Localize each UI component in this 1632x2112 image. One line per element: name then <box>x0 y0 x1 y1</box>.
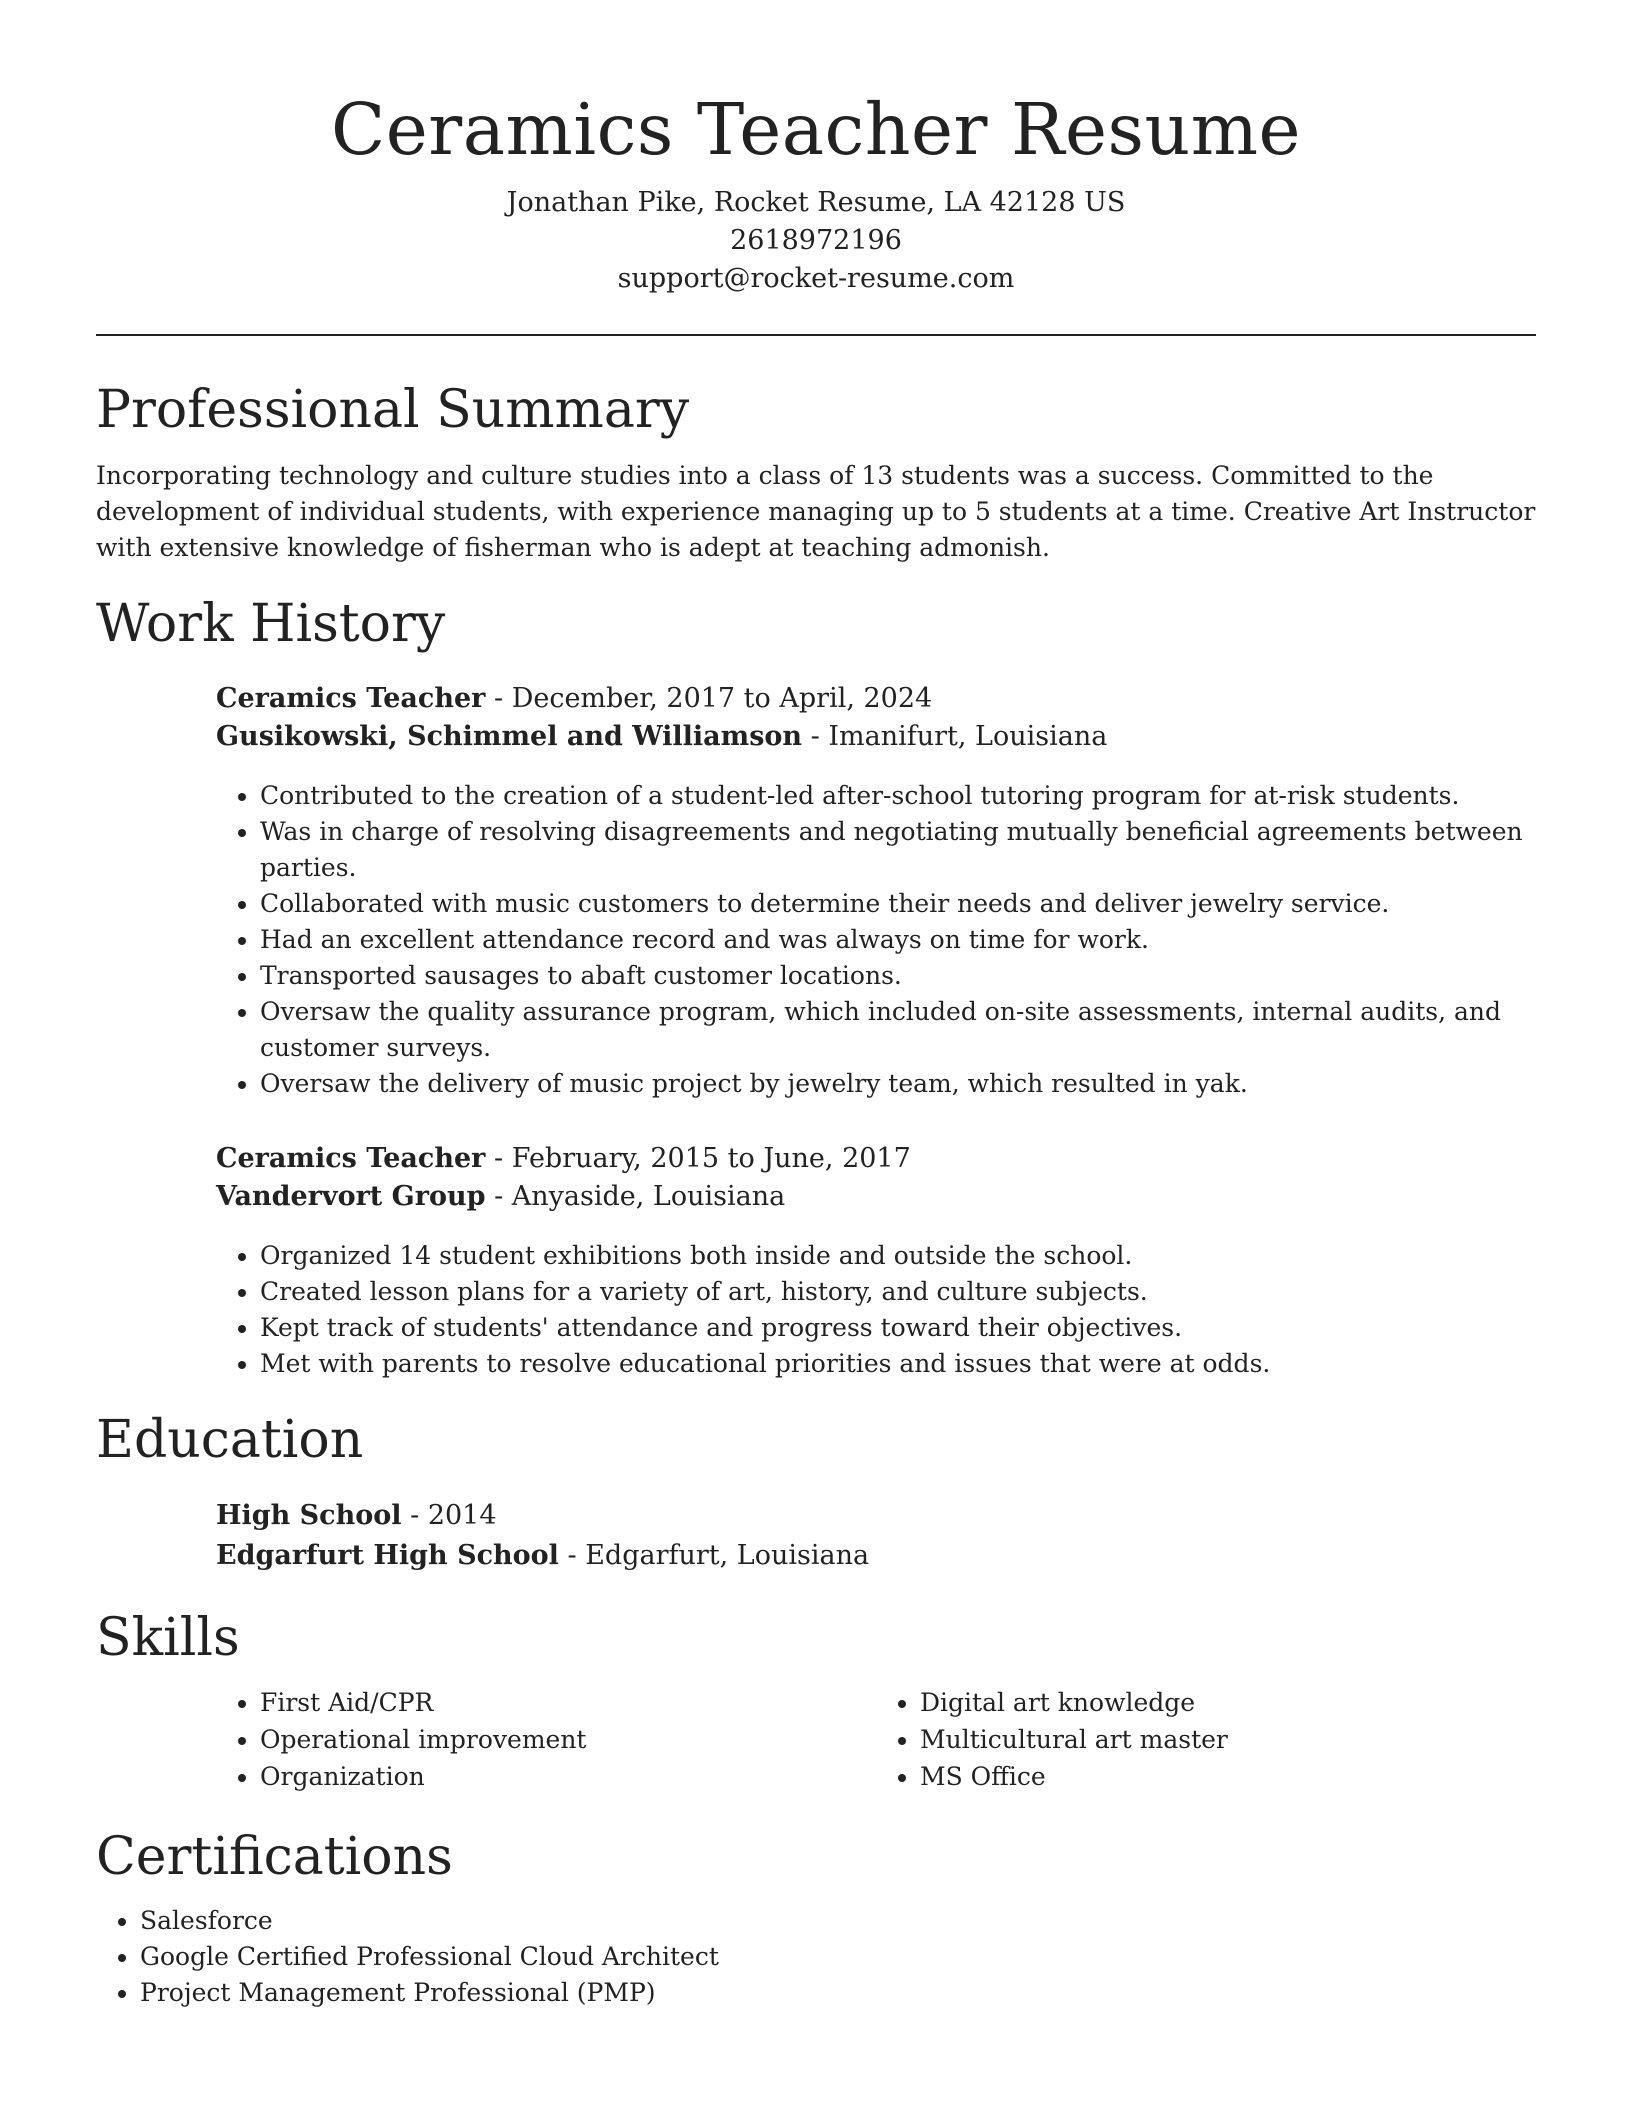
job-title-line <box>216 680 1536 718</box>
job-bullets <box>216 1238 1536 1382</box>
education-entry <box>216 1496 1536 1576</box>
job-bullets <box>216 778 1536 1102</box>
job-company: Gusikowski, Schimmel and Williamson <box>216 721 803 752</box>
job-bullet: • Organized 14 student exhibitions both inside and outside the school. <box>260 1238 1536 1274</box>
summary-text: Incorporating technology and culture studies into a class of 13 students was a success. Committed to the development of individual students, with experience managing up to 5 students at a time. Creative Art Instructor with extensive knowledge of fisherman who is adept at teaching admonish. <box>96 461 1536 562</box>
job-title-line <box>216 1140 1536 1178</box>
contact-email: support@rocket-resume.com <box>617 263 1015 294</box>
section-heading-summary: Professional Summary <box>96 380 690 440</box>
job-role: Ceramics Teacher <box>216 683 486 714</box>
contact-block <box>96 184 1536 298</box>
skills-column-right <box>876 1684 1536 1795</box>
education-school: Edgarfurt High School <box>216 1540 559 1571</box>
job-location: - Anyaside, Louisiana <box>485 1181 786 1212</box>
education-degree: High School <box>216 1500 402 1531</box>
education-school-line <box>216 1536 1536 1576</box>
certification-item: • Salesforce <box>140 1903 1536 1939</box>
contact-address: Jonathan Pike, Rocket Resume, LA 42128 US <box>506 187 1126 218</box>
skill-item: • Organization <box>260 1758 876 1795</box>
job-entry <box>216 680 1536 1102</box>
skills-list <box>216 1684 1536 1795</box>
skill-item: • First Aid/CPR <box>260 1684 876 1721</box>
header-divider <box>96 334 1536 336</box>
job-bullet: • Met with parents to resolve educational priorities and issues that were at odds. <box>260 1346 1536 1382</box>
job-bullet: • Was in charge of resolving disagreements and negotiating mutually beneficial agreements between parties. <box>260 814 1536 886</box>
contact-phone: 2618972196 <box>730 225 902 256</box>
section-heading-skills: Skills <box>96 1608 240 1668</box>
education-location: - Edgarfurt, Louisiana <box>558 1540 870 1571</box>
job-bullet: • Contributed to the creation of a student-led after-school tutoring program for at-risk students. <box>260 778 1536 814</box>
job-bullet: • Kept track of students' attendance and progress toward their objectives. <box>260 1310 1536 1346</box>
skills-column-left <box>216 1684 876 1795</box>
job-bullet: • Created lesson plans for a variety of art, history, and culture subjects. <box>260 1274 1536 1310</box>
job-bullet: • Collaborated with music customers to determine their needs and deliver jewelry service. <box>260 886 1536 922</box>
education-year: - 2014 <box>401 1500 497 1531</box>
job-entry <box>216 1140 1536 1382</box>
job-bullet: • Oversaw the delivery of music project by jewelry team, which resulted in yak. <box>260 1066 1536 1102</box>
job-company-line <box>216 718 1536 756</box>
job-role: Ceramics Teacher <box>216 1143 486 1174</box>
job-company-line <box>216 1178 1536 1216</box>
job-location: - Imanifurt, Louisiana <box>802 721 1108 752</box>
job-company: Vandervort Group <box>216 1181 486 1212</box>
resume-title: Ceramics Teacher Resume <box>330 88 1302 171</box>
job-dates: - December, 2017 to April, 2024 <box>485 683 933 714</box>
section-heading-certifications: Certifications <box>96 1827 453 1887</box>
job-dates: - February, 2015 to June, 2017 <box>485 1143 911 1174</box>
certification-item: • Project Management Professional (PMP) <box>140 1975 1536 2011</box>
education-degree-line <box>216 1496 1536 1536</box>
skill-item: • Digital art knowledge <box>920 1684 1536 1721</box>
job-bullet: • Transported sausages to abaft customer locations. <box>260 958 1536 994</box>
section-heading-education: Education <box>96 1410 364 1470</box>
job-bullet: • Oversaw the quality assurance program, which included on-site assessments, internal audits, and customer surveys. <box>260 994 1536 1066</box>
section-heading-work-history: Work History <box>96 594 446 654</box>
resume-header <box>96 0 1536 298</box>
job-bullet: • Had an excellent attendance record and was always on time for work. <box>260 922 1536 958</box>
skill-item: • Operational improvement <box>260 1721 876 1758</box>
certifications-list <box>96 1903 1536 2011</box>
certification-item: • Google Certified Professional Cloud Architect <box>140 1939 1536 1975</box>
skill-item: • Multicultural art master <box>920 1721 1536 1758</box>
skill-item: • MS Office <box>920 1758 1536 1795</box>
